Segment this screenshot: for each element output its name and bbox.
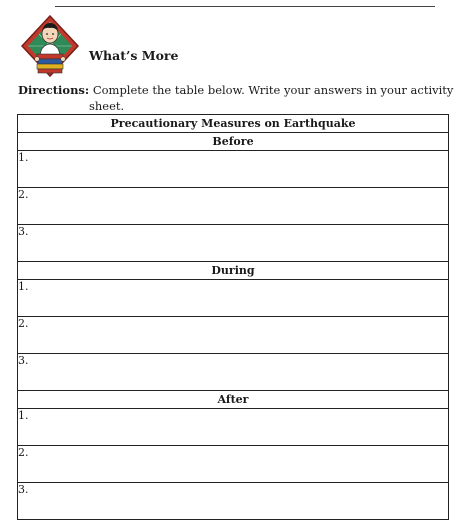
table-caption: Precautionary Measures on Earthquake (18, 115, 449, 133)
answer-row[interactable]: 1. (18, 151, 449, 188)
answer-row[interactable]: 2. (18, 317, 449, 354)
section-heading-before: Before (18, 133, 449, 151)
section-heading-after: After (18, 391, 449, 409)
precautionary-measures-table (17, 114, 449, 520)
answer-row[interactable]: 3. (18, 354, 449, 391)
student-with-books-icon (18, 12, 82, 82)
directions-text-line2: sheet. (89, 99, 125, 113)
answer-row[interactable]: 1. (18, 280, 449, 317)
section-title: What’s More (89, 48, 179, 63)
directions-label: Directions: (18, 83, 90, 97)
answer-row[interactable]: 2. (18, 446, 449, 483)
answer-row[interactable]: 3. (18, 225, 449, 262)
answer-row[interactable]: 2. (18, 188, 449, 225)
answer-row[interactable]: 3. (18, 483, 449, 520)
section-heading-during: During (18, 262, 449, 280)
directions-text-line1: Complete the table below. Write your answers in your activity (92, 83, 454, 97)
answer-row[interactable]: 1. (18, 409, 449, 446)
top-rule (55, 6, 435, 7)
directions (18, 82, 458, 114)
